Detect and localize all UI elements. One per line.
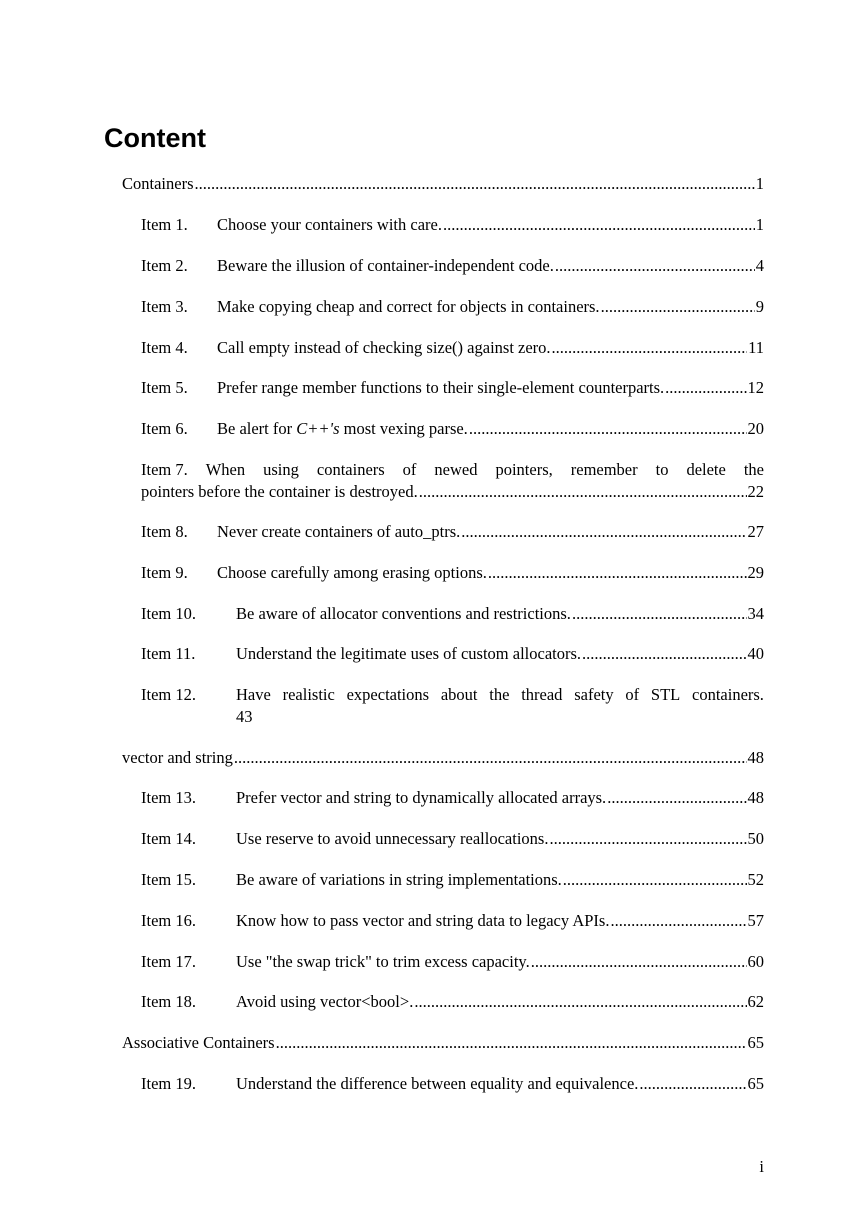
toc-item-5[interactable] — [141, 377, 764, 399]
toc-item-label: Item 7. — [141, 460, 188, 479]
toc-page-number: 60 — [747, 952, 764, 971]
toc-item-16[interactable] — [141, 910, 764, 932]
toc-leader — [665, 377, 746, 399]
footer-page-number: i — [759, 1157, 764, 1176]
toc-leader — [572, 603, 747, 625]
toc-leader — [563, 869, 747, 891]
toc-leader — [555, 255, 755, 277]
toc-item-9[interactable] — [141, 562, 764, 584]
toc-leader — [234, 747, 747, 769]
toc-item-6[interactable] — [141, 418, 764, 440]
toc-word: the — [743, 460, 764, 479]
toc-word: Have — [236, 685, 271, 704]
toc-item-text: Choose carefully among erasing options. — [217, 563, 487, 582]
toc-page-number: 29 — [747, 563, 764, 582]
toc-item-label: Item 4. — [141, 338, 188, 357]
toc-item-text: Understand the difference between equality and equivalence. — [236, 1074, 639, 1093]
toc-leader — [601, 296, 755, 318]
toc-item-label: Item 12. — [141, 685, 196, 704]
toc-item-label: Item 13. — [141, 788, 196, 807]
toc-leader — [419, 481, 747, 503]
toc-item-1[interactable] — [141, 214, 764, 236]
toc-word: containers. — [692, 685, 764, 704]
toc-page-number: 1 — [755, 174, 764, 193]
toc-item-13[interactable] — [141, 787, 764, 809]
toc-page-number: 62 — [747, 992, 764, 1011]
toc-item-label: Item 3. — [141, 297, 188, 316]
toc-item-text: Understand the legitimate uses of custom allocators. — [236, 644, 582, 663]
toc-leader — [195, 173, 755, 195]
toc-page-number: 40 — [747, 644, 764, 663]
toc-word: pointers, — [495, 460, 553, 479]
toc-item-label: Item 10. — [141, 604, 196, 623]
toc-item-text: pointers before the container is destroyed. — [141, 482, 418, 501]
toc-word: thread — [521, 685, 563, 704]
toc-word: newed — [434, 460, 478, 479]
toc-leader — [414, 991, 746, 1013]
toc-leader — [639, 1073, 746, 1095]
toc-item-text: Call empty instead of checking size() against zero. — [217, 338, 551, 357]
toc-item-7-line2[interactable] — [141, 481, 764, 503]
toc-word: containers — [316, 460, 385, 479]
toc-word: realistic — [282, 685, 335, 704]
toc-leader — [276, 1032, 747, 1054]
toc-word: the — [489, 685, 510, 704]
toc-item-15[interactable] — [141, 869, 764, 891]
toc-item-label: Item 5. — [141, 378, 188, 397]
toc-item-label: Item 6. — [141, 419, 188, 438]
toc-item-text: Avoid using vector<bool>. — [236, 992, 414, 1011]
toc-item-text-italic: C++'s — [296, 419, 340, 438]
toc-item-text: Prefer range member functions to their single-element counterparts. — [217, 378, 665, 397]
toc-page-number: 22 — [747, 482, 764, 501]
toc-word: remember — [570, 460, 638, 479]
toc-leader — [610, 910, 746, 932]
toc-page-number: 20 — [747, 419, 764, 438]
toc-item-text: Choose your containers with care. — [217, 215, 442, 234]
toc-item-18[interactable] — [141, 991, 764, 1013]
toc-page-number: 12 — [747, 378, 764, 397]
toc-page-number: 34 — [747, 604, 764, 623]
toc-item-label: Item 18. — [141, 992, 196, 1011]
toc-page-number: 65 — [747, 1033, 764, 1052]
toc-page-number: 48 — [747, 748, 764, 767]
toc-word: expectations — [346, 685, 430, 704]
toc-item-text-after: most vexing parse. — [339, 419, 468, 438]
toc-leader — [582, 643, 746, 665]
toc-item-label: Item 1. — [141, 215, 188, 234]
toc-item-11[interactable] — [141, 643, 764, 665]
toc-page-number: 43 — [236, 707, 253, 726]
toc-item-label: Item 15. — [141, 870, 196, 889]
toc-leader — [469, 418, 747, 440]
toc-word: about — [440, 685, 478, 704]
toc-item-8[interactable] — [141, 521, 764, 543]
toc-word: of — [402, 460, 417, 479]
toc-page-number: 27 — [747, 522, 764, 541]
toc-item-label: Item 8. — [141, 522, 188, 541]
toc-word: to — [655, 460, 669, 479]
toc-item-text: Beware the illusion of container-independent code. — [217, 256, 554, 275]
toc-page-number: 50 — [747, 829, 764, 848]
toc-item-10[interactable] — [141, 603, 764, 625]
toc-page-number: 1 — [755, 215, 764, 234]
toc-item-label: Item 16. — [141, 911, 196, 930]
toc-item-label: Item 2. — [141, 256, 188, 275]
toc-leader — [552, 337, 748, 359]
toc-section-label: Associative Containers — [122, 1033, 275, 1052]
toc-item-text: Be aware of variations in string implementations. — [236, 870, 562, 889]
toc-word: When — [205, 460, 246, 479]
toc-item-label: Item 17. — [141, 952, 196, 971]
toc-word: using — [263, 460, 299, 479]
toc-word: STL — [650, 685, 681, 704]
toc-page-number: 11 — [748, 338, 764, 357]
toc-leader — [531, 951, 747, 973]
toc-section-label: Containers — [122, 174, 194, 193]
toc-section-vector-string[interactable] — [122, 747, 764, 769]
toc-item-text: Use reserve to avoid unnecessary reallocations. — [236, 829, 549, 848]
toc-item-label: Item 9. — [141, 563, 188, 582]
toc-item-3[interactable] — [141, 296, 764, 318]
toc-word: of — [625, 685, 640, 704]
toc-item-text: Make copying cheap and correct for objects in containers. — [217, 297, 600, 316]
toc-item-text: Never create containers of auto_ptrs. — [217, 522, 461, 541]
toc-word: delete — [686, 460, 726, 479]
toc-item-text: Use "the swap trick" to trim excess capacity. — [236, 952, 530, 971]
toc-leader — [607, 787, 746, 809]
toc-item-text: Prefer vector and string to dynamically allocated arrays. — [236, 788, 607, 807]
toc-leader — [549, 828, 746, 850]
toc-page-number: 57 — [747, 911, 764, 930]
toc-section-associative[interactable] — [122, 1032, 764, 1054]
toc-section-containers[interactable] — [122, 173, 764, 195]
toc-item-19[interactable] — [141, 1073, 764, 1095]
toc-item-text: Be aware of allocator conventions and restrictions. — [236, 604, 571, 623]
toc-page-number: 4 — [755, 256, 764, 275]
toc-section-label: vector and string — [122, 748, 233, 767]
toc-leader — [443, 214, 755, 236]
toc-item-text: Know how to pass vector and string data to legacy APIs. — [236, 911, 610, 930]
toc-leader — [488, 562, 747, 584]
toc-page-number: 48 — [747, 788, 764, 807]
toc-item-12-line1[interactable] — [141, 684, 764, 706]
toc-item-2[interactable] — [141, 255, 764, 277]
toc-item-17[interactable] — [141, 951, 764, 973]
toc-item-4[interactable] — [141, 337, 764, 359]
toc-page-number: 65 — [747, 1074, 764, 1093]
toc-word: safety — [574, 685, 614, 704]
toc-item-label: Item 11. — [141, 644, 196, 663]
page-title: Content — [104, 123, 206, 153]
toc-page-number: 9 — [755, 297, 764, 316]
toc-page-number: 52 — [747, 870, 764, 889]
toc-leader — [461, 521, 746, 543]
toc-item-label: Item 14. — [141, 829, 196, 848]
toc-item-7-line1[interactable] — [141, 459, 764, 481]
toc-item-text-before: Be alert for — [217, 419, 297, 438]
toc-item-14[interactable] — [141, 828, 764, 850]
toc-item-label: Item 19. — [141, 1074, 196, 1093]
